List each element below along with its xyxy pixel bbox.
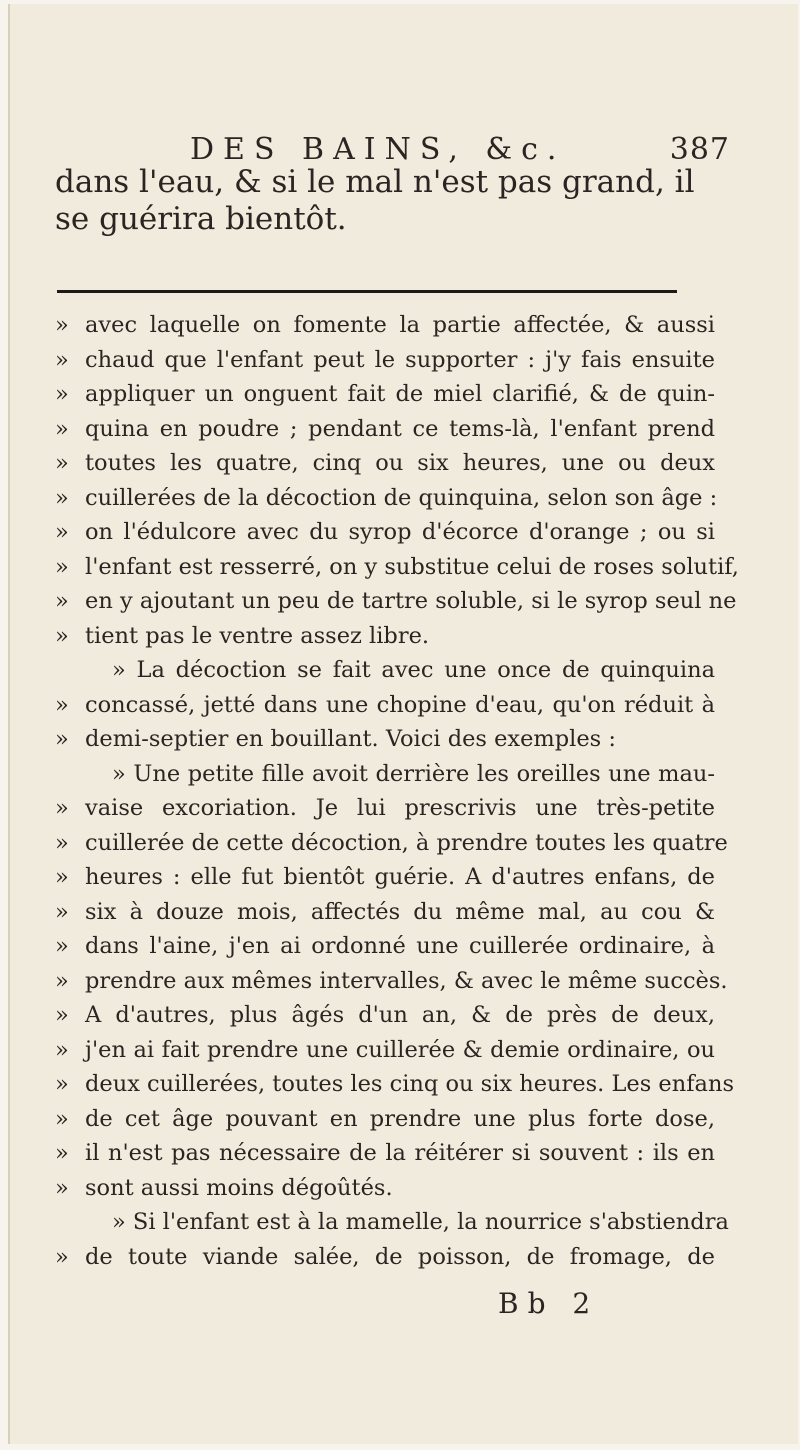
text-line — [50, 757, 715, 792]
line-text: six à douze mois, affectés du même mal, au cou & — [85, 898, 715, 925]
text-line — [50, 653, 715, 688]
text-line — [50, 584, 737, 619]
text-line — [50, 1067, 735, 1102]
guillemet-mark: » — [55, 795, 69, 821]
guillemet-mark: » — [55, 450, 69, 476]
line-text: quina en poudre ; pendant ce tems-là, l'enfant prend — [85, 415, 715, 442]
line-text: heures : elle fut bientôt guérie. A d'autres enfans, de — [85, 864, 715, 890]
guillemet-mark: » — [55, 1071, 69, 1097]
text-line — [50, 343, 715, 378]
line-text: demi-septier en bouillant. Voici des exemples : — [85, 726, 616, 752]
text-line — [50, 895, 715, 930]
guillemet-mark: » — [55, 864, 69, 890]
quoted-text-block — [50, 308, 739, 1274]
line-text: appliquer un onguent fait de miel clarifié, & de quin- — [85, 381, 715, 407]
text-line — [50, 1240, 715, 1275]
text-line — [50, 308, 715, 343]
guillemet-mark: » — [55, 622, 69, 649]
line-text: tient pas le ventre assez libre. — [85, 622, 430, 649]
guillemet-mark: » — [55, 553, 69, 580]
section-rule — [57, 290, 677, 293]
text-line — [50, 1171, 690, 1206]
line-text: dans l'aine, j'en ai ordonné une cuillerée ordinaire, à — [85, 933, 715, 959]
text-line — [50, 550, 739, 585]
text-line — [50, 929, 715, 964]
text-line — [50, 412, 715, 447]
guillemet-mark: » — [55, 415, 69, 442]
line-text: A d'autres, plus âgés d'un an, & de près de deux, — [85, 1002, 715, 1028]
line-text: » Si l'enfant est à la mamelle, la nourrice s'abstiendra — [112, 1209, 729, 1235]
guillemet-mark: » — [55, 726, 69, 752]
text-line — [50, 826, 728, 861]
line-text: de cet âge pouvant en prendre une plus forte dose, — [85, 1105, 715, 1132]
guillemet-mark: » — [55, 312, 69, 338]
guillemet-mark: » — [55, 898, 69, 925]
text-line — [50, 377, 715, 412]
guillemet-mark: » — [55, 933, 69, 959]
text-line — [50, 1102, 715, 1137]
guillemet-mark: » — [55, 1243, 69, 1270]
text-line — [50, 619, 690, 654]
line-text: deux cuillerées, toutes les cinq ou six heures. Les enfans — [85, 1071, 735, 1097]
line-text: toutes les quatre, cinq ou six heures, une ou deux — [85, 450, 715, 476]
line-text: vaise excoriation. Je lui prescrivis une très-petite — [85, 795, 715, 821]
line-text: j'en ai fait prendre une cuillerée & demie ordinaire, ou — [85, 1036, 715, 1063]
line-text: » Une petite fille avoit derrière les oreilles une mau- — [112, 760, 715, 787]
line-text: » La décoction se fait avec une once de quinquina — [112, 657, 715, 683]
text-line — [50, 791, 715, 826]
text-line — [50, 446, 715, 481]
guillemet-mark: » — [55, 519, 69, 545]
line-text: concassé, jetté dans une chopine d'eau, qu'on réduit à — [85, 691, 715, 718]
text-line — [50, 688, 715, 723]
line-text: cuillerées de la décoction de quinquina, selon son âge : — [85, 484, 718, 511]
page-number: 387 — [669, 132, 730, 167]
line-text: chaud que l'enfant peut le supporter : j'y fais ensuite — [85, 346, 715, 373]
line-text: cuillerée de cette décoction, à prendre toutes les quatre — [85, 829, 728, 856]
guillemet-mark: » — [55, 381, 69, 407]
text-line — [50, 1033, 715, 1068]
text-line — [50, 1136, 715, 1171]
line-text: l'enfant est resserré, on y substitue celui de roses solutif, — [85, 553, 739, 580]
guillemet-mark: » — [55, 1036, 69, 1063]
guillemet-mark: » — [55, 1105, 69, 1132]
signature-mark: Bb 2 — [498, 1287, 600, 1320]
guillemet-mark: » — [55, 967, 69, 994]
guillemet-mark: » — [55, 1140, 69, 1166]
text-line — [50, 964, 728, 999]
guillemet-mark: » — [55, 691, 69, 718]
line-text: en y ajoutant un peu de tartre soluble, si le syrop seul ne — [85, 588, 737, 614]
guillemet-mark: » — [55, 346, 69, 373]
line-text: prendre aux mêmes intervalles, & avec le même succès. — [85, 967, 728, 994]
text-line — [50, 1205, 729, 1240]
running-title: DES BAINS, &c. — [190, 132, 566, 167]
text-line — [50, 722, 690, 757]
text-line — [50, 481, 718, 516]
line-text: de toute viande salée, de poisson, de fromage, de — [85, 1243, 715, 1270]
line-text: avec laquelle on fomente la partie affectée, & aussi — [85, 312, 715, 338]
text-line — [50, 515, 715, 550]
line-text: il n'est pas nécessaire de la réitérer si souvent : ils en — [85, 1140, 715, 1166]
text-line — [50, 998, 715, 1033]
text-line — [50, 860, 715, 895]
line-text: sont aussi moins dégoûtés. — [85, 1174, 393, 1201]
guillemet-mark: » — [55, 829, 69, 856]
guillemet-mark: » — [55, 484, 69, 511]
guillemet-mark: » — [55, 588, 69, 614]
guillemet-mark: » — [55, 1174, 69, 1201]
book-page — [8, 4, 798, 1444]
guillemet-mark: » — [55, 1002, 69, 1028]
opening-paragraph: dans l'eau, & si le mal n'est pas grand, il se guérira bientôt. — [55, 164, 695, 237]
line-text: on l'édulcore avec du syrop d'écorce d'orange ; ou si — [85, 519, 715, 545]
